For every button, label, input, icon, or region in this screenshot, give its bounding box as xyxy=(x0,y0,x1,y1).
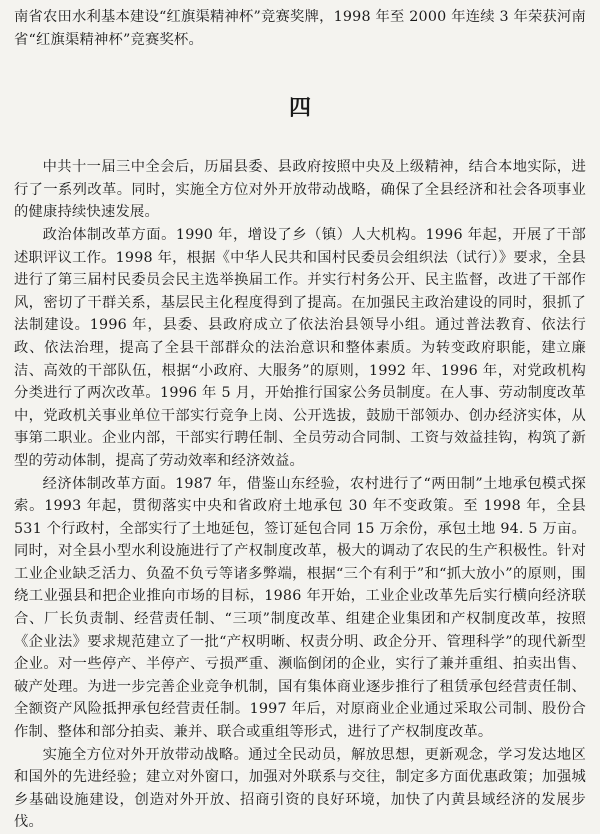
paragraph-intro: 中共十一届三中全会后，历届县委、县政府按照中央及上级精神，结合本地实际，进行了一系列改革。同时，实施全方位对外开放带动战略，确保了全县经济和社会各项事业的健康持续快速发展。 xyxy=(14,159,586,221)
section-heading: 四 xyxy=(288,95,311,122)
paragraph-opening-up: 实施全方位对外开放带动战略。通过全民动员，解放思想，更新观念，学习发达地区和国外的先进经验；建立对外窗口，加强对外联系与交往，制定多方面优惠政策；加强城乡基础设施建设，创造对外开放、招商引资的良好环境，加快了内黄县域经济的发展步伐。 xyxy=(14,746,586,831)
continued-paragraph: 南省农田水利基本建设“红旗渠精神杯”竞赛奖牌，1998 年至 2000 年连续 3 年荣获河南省“红旗渠精神杯”竞赛奖杯。 xyxy=(14,9,586,48)
paragraph-political-reform: 政治体制改革方面。1990 年，增设了乡（镇）人大机构。1996 年起，开展了干部述职评议工作。1998 年，根据《中华人民共和国村民委员会组织法（试行）》要求，全县进行了第三届村民委员会民主选举换届工作。并实行村务公开、民主监督，改进了干部作风，密切了干群关系，基层民主化程度得到了提高。在加强民主政治建设的同时，狠抓了法制建设。1996 年，县委、县政府成立了依法治县领导小组。通过普法教育、依法行政、依法治理，提高了全县干部群众的法治意识和整体素质。为转变政府职能，建立廉洁、高效的干部队伍，根据“小政府、大服务”的原则，1992 年、1996 年，对党政机构分类进行了两次改革。1996 年 5 月，开始推行国家公务员制度。在人事、劳动制度改革中，党政机关事业单位干部实行竞争上岗、公开选拔，鼓励干部领办、创办经济实体，从事第二职业。企业内部，干部实行聘任制、全员劳动合同制、工资与效益挂钩，构筑了新型的劳动体制，提高了劳动效率和经济效益。 xyxy=(14,226,586,469)
paragraph-economic-reform: 经济体制改革方面。1987 年，借鉴山东经验，农村进行了“两田制”土地承包模式探索。1993 年起，贯彻落实中央和省政府土地承包 30 年不变政策。至 1998 年，全县 531 个行政村，全部实行了土地延包，签订延包合同 15 万余份，承包土地 94. 5 万亩。同时，对全县小型水利设施进行了产权制度改革，极大的调动了农民的生产积极性。针对工业企业缺乏活力、负盈不负亏等诸多弊端，根据“三个有利于”和“抓大放小”的原则，围绕工业强县和把企业推向市场的目标，1986 年开始，工业企业改革先后实行横向经济联合、厂长负责制、经营责任制、“三项”制度改革、组建企业集团和产权制度改革，按照《企业法》要求规范建立了一批“产权明晰、权责分明、政企分开、管理科学”的现代新型企业。对一些停产、半停产、亏损严重、濒临倒闭的企业，实行了兼并重组、拍卖出售、破产处理。为进一步完善企业竞争机制，国有集体商业逐步推行了租赁承包经营责任制、全额资产风险抵押承包经营责任制。1997 年后，对原商业企业通过采取公司制、股份合作制、整体和部分拍卖、兼并、联合或重组等形式，进行了产权制度改革。 xyxy=(14,475,586,741)
